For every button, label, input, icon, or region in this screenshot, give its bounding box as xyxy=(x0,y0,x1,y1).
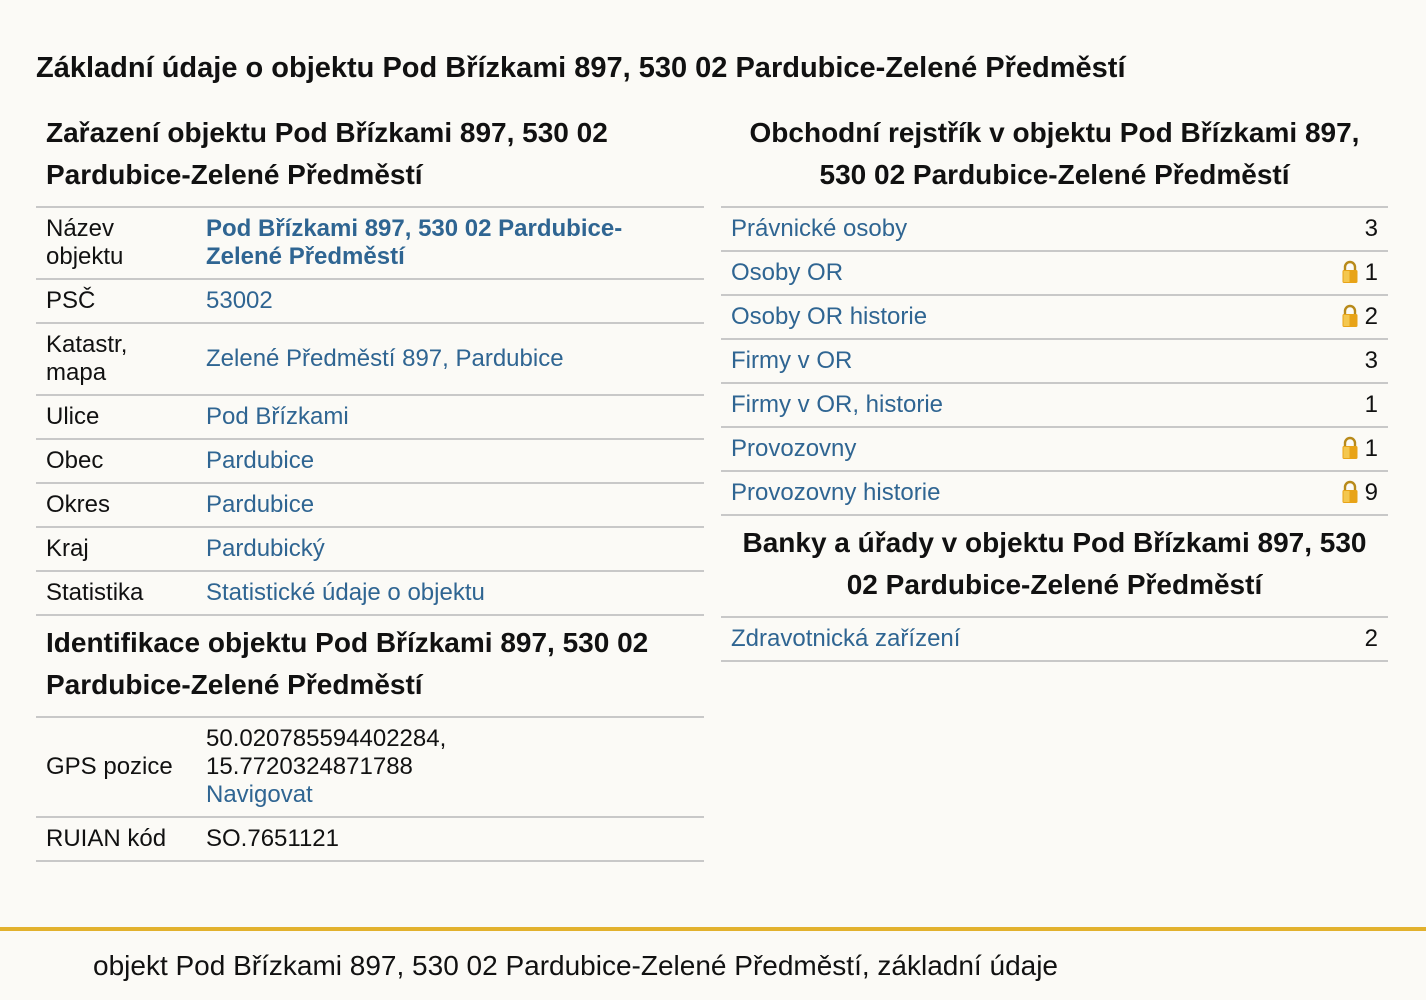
statistics-link[interactable]: Statistické údaje o objektu xyxy=(206,579,485,606)
row-label-street: Ulice xyxy=(36,395,196,439)
table-row xyxy=(721,295,1388,339)
district-link[interactable]: Pardubice xyxy=(206,491,315,518)
row-label-cell xyxy=(721,251,1256,295)
lock-icon xyxy=(1341,436,1359,460)
gps-value-cell xyxy=(196,718,704,817)
banks-offices-title: Banky a úřady v objektu Pod Břízkami 897, 530 02 Pardubice-Zelené Předměstí xyxy=(721,522,1388,618)
gps-label: GPS pozice xyxy=(36,718,196,817)
register-link[interactable]: Osoby OR xyxy=(731,259,844,286)
psc-link[interactable]: 53002 xyxy=(206,287,273,314)
row-value-statistics xyxy=(196,571,704,615)
lock-icon xyxy=(1341,304,1359,328)
table-row xyxy=(36,817,704,861)
row-label-municipality: Obec xyxy=(36,439,196,483)
table-row xyxy=(721,383,1388,427)
row-label-cell xyxy=(721,427,1256,471)
business-register-title: Obchodní rejstřík v objektu Pod Břízkami 897, 530 02 Pardubice-Zelené Předměstí xyxy=(721,112,1388,208)
row-label-name: Název objektu xyxy=(36,208,196,279)
row-label-cell xyxy=(721,618,1309,661)
street-link[interactable]: Pod Břízkami xyxy=(206,403,349,430)
row-count: 3 xyxy=(1364,215,1378,242)
register-link[interactable]: Právnické osoby xyxy=(731,215,908,242)
row-label-cadastre: Katastr, mapa xyxy=(36,323,196,395)
table-row xyxy=(721,427,1388,471)
ruian-label: RUIAN kód xyxy=(36,817,196,861)
health-facilities-link[interactable]: Zdravotnická zařízení xyxy=(731,625,961,652)
row-count-cell xyxy=(1256,471,1388,515)
table-row xyxy=(36,527,704,571)
cadastre-link[interactable]: Zelené Předměstí 897, Pardubice xyxy=(206,345,564,372)
page-title: Základní údaje o objektu Pod Břízkami 897, 530 02 Pardubice-Zelené Předměstí xyxy=(36,52,1126,84)
row-label-cell xyxy=(721,471,1256,515)
row-label-psc: PSČ xyxy=(36,279,196,323)
register-link[interactable]: Firmy v OR xyxy=(731,347,853,374)
table-row xyxy=(721,339,1388,383)
footer-text: objekt Pod Břízkami 897, 530 02 Pardubice-Zelené Předměstí, základní údaje xyxy=(93,950,1059,981)
table-row xyxy=(721,471,1388,515)
classification-table xyxy=(36,208,704,616)
lock-icon xyxy=(1341,260,1359,284)
table-row xyxy=(36,395,704,439)
table-row xyxy=(36,323,704,395)
row-count: 1 xyxy=(1364,259,1378,286)
banks-offices-table xyxy=(721,618,1388,662)
row-label-district: Okres xyxy=(36,483,196,527)
table-row xyxy=(36,571,704,615)
row-count: 1 xyxy=(1364,435,1378,462)
table-row xyxy=(36,718,704,817)
right-column xyxy=(721,112,1388,662)
row-count-cell xyxy=(1256,208,1388,251)
identification-table xyxy=(36,718,704,862)
row-value-region xyxy=(196,527,704,571)
register-link[interactable]: Osoby OR historie xyxy=(731,303,928,330)
row-label-cell xyxy=(721,208,1256,251)
gps-coordinates: 50.020785594402284, 15.7720324871788 xyxy=(206,725,447,780)
table-row xyxy=(721,618,1388,661)
region-link[interactable]: Pardubický xyxy=(206,535,325,562)
register-link[interactable]: Provozovny xyxy=(731,435,857,462)
row-label-cell xyxy=(721,339,1256,383)
object-name-link[interactable]: Pod Břízkami 897, 530 02 Pardubice-Zelené Předměstí xyxy=(206,215,623,270)
table-row xyxy=(721,251,1388,295)
classification-title: Zařazení objektu Pod Břízkami 897, 530 02 Pardubice-Zelené Předměstí xyxy=(36,112,704,208)
table-row xyxy=(36,439,704,483)
row-label-cell xyxy=(721,383,1256,427)
row-value-psc xyxy=(196,279,704,323)
row-value-district xyxy=(196,483,704,527)
row-count-cell xyxy=(1256,383,1388,427)
row-label-region: Kraj xyxy=(36,527,196,571)
footer-divider xyxy=(0,927,1426,931)
municipality-link[interactable]: Pardubice xyxy=(206,447,315,474)
register-link[interactable]: Firmy v OR, historie xyxy=(731,391,944,418)
row-count: 2 xyxy=(1309,618,1388,661)
row-count-cell xyxy=(1256,427,1388,471)
table-row xyxy=(721,208,1388,251)
row-label-statistics: Statistika xyxy=(36,571,196,615)
row-count: 3 xyxy=(1364,347,1378,374)
lock-icon xyxy=(1341,480,1359,504)
identification-title: Identifikace objektu Pod Břízkami 897, 530 02 Pardubice-Zelené Předměstí xyxy=(36,622,704,718)
row-count-cell xyxy=(1256,339,1388,383)
business-register-table xyxy=(721,208,1388,516)
row-count: 9 xyxy=(1364,479,1378,506)
row-count: 1 xyxy=(1364,391,1378,418)
left-column xyxy=(36,112,704,862)
row-value-street xyxy=(196,395,704,439)
navigate-link[interactable]: Navigovat xyxy=(206,781,313,808)
table-row xyxy=(36,208,704,279)
ruian-value: SO.7651121 xyxy=(196,817,704,861)
row-count: 2 xyxy=(1364,303,1378,330)
row-value-name xyxy=(196,208,704,279)
row-label-cell xyxy=(721,295,1256,339)
register-link[interactable]: Provozovny historie xyxy=(731,479,941,506)
row-value-municipality xyxy=(196,439,704,483)
row-count-cell xyxy=(1256,295,1388,339)
row-count-cell xyxy=(1256,251,1388,295)
table-row xyxy=(36,483,704,527)
table-row xyxy=(36,279,704,323)
row-value-cadastre xyxy=(196,323,704,395)
